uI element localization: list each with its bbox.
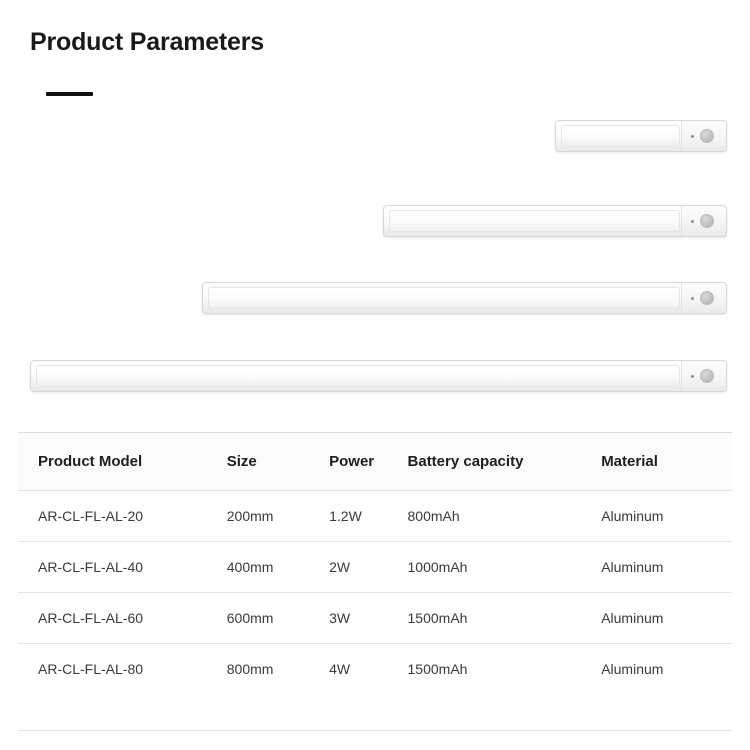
motion-sensor-icon bbox=[700, 214, 714, 228]
column-header-product-model: Product Model bbox=[18, 433, 227, 491]
light-diffuser-panel bbox=[208, 287, 680, 309]
parameters-table bbox=[18, 432, 732, 694]
light-diffuser-panel bbox=[389, 210, 680, 232]
column-header-material: Material bbox=[601, 433, 732, 491]
cell-power: 1.2W bbox=[329, 491, 407, 542]
product-bar-800mm bbox=[30, 360, 727, 392]
column-header-size: Size bbox=[227, 433, 329, 491]
cell-size: 400mm bbox=[227, 542, 329, 593]
table-row bbox=[18, 593, 732, 644]
product-bar-400mm bbox=[383, 205, 727, 237]
indicator-dot-icon bbox=[691, 297, 694, 300]
cell-material: Aluminum bbox=[601, 542, 732, 593]
cell-product-model: AR-CL-FL-AL-40 bbox=[18, 542, 227, 593]
table-header-row bbox=[18, 433, 732, 491]
cell-size: 600mm bbox=[227, 593, 329, 644]
cell-product-model: AR-CL-FL-AL-20 bbox=[18, 491, 227, 542]
table-body bbox=[18, 491, 732, 695]
product-bar-600mm bbox=[202, 282, 727, 314]
cell-power: 2W bbox=[329, 542, 407, 593]
motion-sensor-icon bbox=[700, 369, 714, 383]
page-title: Product Parameters bbox=[30, 28, 264, 56]
column-header-battery-capacity: Battery capacity bbox=[408, 433, 602, 491]
light-diffuser-panel bbox=[561, 125, 680, 147]
light-diffuser-panel bbox=[36, 365, 680, 387]
table-header bbox=[18, 433, 732, 491]
cell-material: Aluminum bbox=[601, 593, 732, 644]
title-underline-divider bbox=[46, 92, 93, 96]
table-row bbox=[18, 542, 732, 593]
cell-material: Aluminum bbox=[601, 661, 664, 677]
product-bar-200mm bbox=[555, 120, 727, 152]
indicator-dot-icon bbox=[691, 375, 694, 378]
cell-battery-capacity: 1500mAh bbox=[407, 661, 468, 677]
cell-power: 3W bbox=[329, 593, 407, 644]
parameters-table-wrapper bbox=[18, 432, 732, 694]
cell-battery-capacity: 1000mAh bbox=[408, 542, 602, 593]
table-row bbox=[18, 491, 732, 542]
cell-battery-capacity: 1500mAh bbox=[408, 593, 602, 644]
cell-product-model: AR-CL-FL-AL-60 bbox=[18, 593, 227, 644]
motion-sensor-icon bbox=[700, 291, 714, 305]
cell-material: Aluminum bbox=[601, 491, 732, 542]
product-image-group bbox=[0, 110, 750, 410]
table-bottom-divider bbox=[18, 730, 732, 731]
cell-size: 200mm bbox=[227, 491, 329, 542]
motion-sensor-icon bbox=[700, 129, 714, 143]
indicator-dot-icon bbox=[691, 220, 694, 223]
cell-product-model: AR-CL-FL-AL-80 bbox=[38, 661, 144, 677]
cell-size: 800mm bbox=[226, 661, 274, 677]
indicator-dot-icon bbox=[691, 135, 694, 138]
table-row bbox=[18, 644, 732, 695]
column-header-power: Power bbox=[329, 433, 407, 491]
cell-power: 4W bbox=[329, 661, 351, 677]
cell-battery-capacity: 800mAh bbox=[408, 491, 602, 542]
